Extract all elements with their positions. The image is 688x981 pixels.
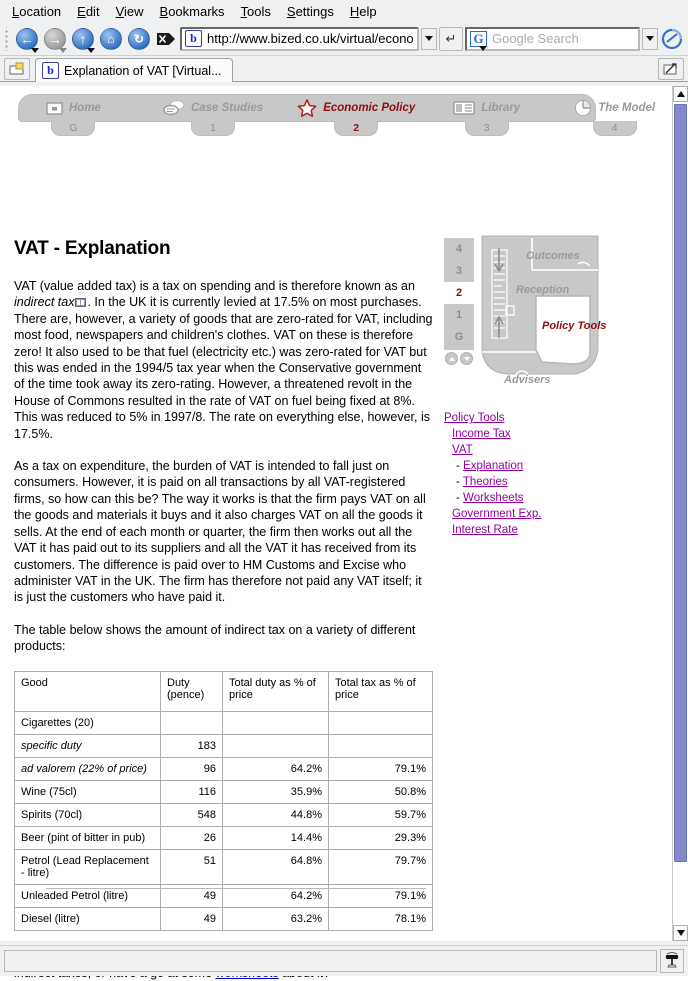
sitenav-num-the-model[interactable]: 4 [593,121,637,136]
cell-total-tax-pct: 79.1% [329,757,433,780]
paragraph-2: As a tax on expenditure, the burden of VAT is intended to fall just on consumers. However, it is paid on all transactions by all VAT-registered firms, so how can this be? The way it works is that the firm pays VAT on all the goods and materials it buys and it also charges VAT on all the goods it sells. At the end of each month or quarter, the firm then works out all the VAT it has paid out to its suppliers and all the VAT it has received from its customers. The difference is paid over to HM Customs and Excise who administer VAT in the UK. The firm has therefore not paid any VAT itself; it is just the customers who have paid it. [14,459,426,605]
toolbar-grip-handle[interactable] [4,27,10,51]
stop-icon [156,32,176,46]
sitenav-item-library[interactable] [447,94,526,134]
sitenav-num-library[interactable]: 3 [465,121,509,136]
url-bar[interactable] [180,27,419,51]
menu-bar [0,0,688,22]
paragraph-3: The table below shows the amount of indirect tax on a variety of different products: [14,622,416,654]
ssl-lock-icon [665,952,679,970]
table-row [15,803,433,826]
menu-item-view[interactable]: View [115,3,144,19]
tab-bar [0,56,688,82]
sitenav-item-case-studies[interactable] [157,94,269,134]
cell-duty: 49 [161,907,223,930]
tab-title: Explanation of VAT [Virtual... [64,63,222,78]
google-icon: G [470,31,487,47]
floor-button-3[interactable]: 3 [455,265,463,277]
sidebar-link-theories[interactable]: Theories [462,476,508,488]
browser-tab[interactable] [35,58,233,82]
cell-good: Petrol (Lead Replacement - litre) [15,849,161,884]
cell-total-tax-pct: 50.8% [329,780,433,803]
cell-total-tax-pct: 59.7% [329,803,433,826]
status-bar [0,945,688,976]
cell-duty [161,711,223,734]
forward-button[interactable] [42,26,68,52]
pie-chart-icon [574,99,592,117]
cell-duty: 183 [161,734,223,757]
table-body [15,671,433,930]
url-history-dropdown[interactable] [421,28,437,50]
page-viewport [0,86,688,941]
table-header-duty: Duty (pence) [161,671,223,711]
home-icon: ⌂ [100,28,122,50]
cell-good: Beer (pint of bitter in pub) [15,826,161,849]
sitenav-label-the-model: The Model [598,102,656,114]
cell-good: Spirits (70cl) [15,803,161,826]
forward-arrow-icon: → [44,28,66,50]
floor-nav-buttons [445,352,473,365]
table-row [15,711,433,734]
new-tab-icon [9,62,25,76]
scrollbar-track[interactable] [673,102,688,925]
table-header-row [15,671,433,711]
sitenav-item-the-model[interactable] [568,94,661,134]
cell-duty: 26 [161,826,223,849]
web-page [0,86,672,941]
up-arrow-icon: ↑ [72,28,94,50]
new-tab-button[interactable] [4,58,30,80]
forward-history-caret-icon[interactable] [59,48,67,53]
floor-button-4[interactable]: 4 [455,243,463,255]
table-row [15,849,433,884]
sidebar-link-worksheets[interactable]: Worksheets [463,492,524,504]
floor-button-2[interactable]: 2 [444,282,474,304]
cell-good: Unleaded Petrol (litre) [15,884,161,907]
table-row [15,780,433,803]
close-tab-icon [663,62,679,76]
stop-button[interactable] [154,27,178,51]
back-history-caret-icon[interactable] [31,48,39,53]
sitenav-item-economic-policy[interactable] [291,94,421,134]
cell-total-duty-pct: 44.8% [223,803,329,826]
bullet-dash: - [456,460,460,472]
tab-favicon-icon: b [42,62,59,79]
sidebar-link-row [444,458,644,474]
sidebar-link-interest-rate[interactable]: Interest Rate [452,524,518,536]
building-map [444,234,607,394]
cell-good: specific duty [15,734,161,757]
back-button[interactable] [14,26,40,52]
content-divider [46,888,426,889]
back-arrow-icon: ← [16,28,38,50]
floor-button-G[interactable]: G [454,331,464,343]
up-history-caret-icon[interactable] [87,48,95,53]
room-label-policy-tools[interactable]: Policy Tools [542,320,607,332]
sidebar-link-list [444,410,644,538]
cell-good: Cigarettes (20) [15,711,161,734]
floor-selector [444,238,474,350]
cell-duty: 51 [161,849,223,884]
floor-down-icon [464,357,470,361]
speech-bubbles-icon [163,100,185,116]
cell-total-tax-pct: 29.3% [329,826,433,849]
indirect-tax-table [14,671,433,931]
floor-up-button[interactable] [445,352,458,365]
cell-duty: 548 [161,803,223,826]
menu-item-edit[interactable]: Edit [77,3,100,19]
scroll-down-button[interactable] [673,925,688,941]
triangle-up-icon [677,91,685,97]
cell-duty: 96 [161,757,223,780]
scroll-up-button[interactable] [673,86,688,102]
cell-total-duty-pct: 35.9% [223,780,329,803]
sidebar-link-row [444,506,644,522]
cell-total-tax-pct [329,734,433,757]
floor-down-button[interactable] [460,352,473,365]
menu-item-tools[interactable]: Tools [240,3,271,19]
sidebar-link-explanation[interactable]: Explanation [463,460,524,472]
sidebar-link-row [444,522,644,538]
cell-total-duty-pct: 14.4% [223,826,329,849]
site-nav-items [18,94,656,134]
menu-label-location: ocation [19,3,62,19]
chevron-down-icon [646,36,654,41]
cell-good: ad valorem (22% of price) [15,757,161,780]
url-input[interactable] [205,30,415,47]
table-header-total-duty-pct: Total duty as % of price [223,671,329,711]
site-favicon-icon: b [185,30,202,47]
menu-item-settings[interactable]: Settings [286,3,334,19]
sidebar-link-row [444,426,644,442]
bullet-dash: - [456,476,460,488]
star-icon [297,99,317,117]
sitenav-num-home[interactable]: G [51,121,95,136]
book-icon [453,101,475,115]
indirect-tax-term: indirect tax [14,295,75,310]
sidebar-link-government-exp[interactable]: Government Exp. [452,508,542,520]
site-navigation [18,94,656,134]
floor-plan [480,234,607,389]
konqueror-logo-button[interactable] [660,27,684,51]
table-header-total-tax-pct: Total tax as % of price [329,671,433,711]
paragraph-1-part-a: VAT (value added tax) is a tax on spending and is therefore known as an [14,279,415,293]
menu-item-bookmarks[interactable]: Bookmarks [159,3,225,19]
sitenav-num-case-studies[interactable]: 1 [191,121,235,136]
cell-total-tax-pct: 78.1% [329,907,433,930]
bullet-dash: - [456,492,460,504]
sitenav-label-economic-policy: Economic Policy [323,102,416,114]
table-row [15,907,433,930]
cell-duty: 49 [161,884,223,907]
triangle-down-icon [677,930,685,936]
sitenav-label-library: Library [481,102,521,114]
floor-up-icon [449,357,455,361]
cell-total-tax-pct: 79.7% [329,849,433,884]
sitenav-item-home[interactable] [40,94,107,134]
glossary-icon[interactable] [75,298,86,307]
room-label-outcomes[interactable]: Outcomes [526,250,580,262]
home-button[interactable] [98,26,124,52]
chevron-down-icon [425,36,433,41]
cell-total-duty-pct: 63.2% [223,907,329,930]
menu-item-help[interactable]: Help [349,3,377,19]
cell-total-duty-pct [223,734,329,757]
sidebar-link-row [444,474,644,490]
cell-total-tax-pct [329,711,433,734]
cell-total-duty-pct: 64.8% [223,849,329,884]
page-title: VAT - Explanation [14,238,171,259]
sidebar-link-row [444,410,644,426]
cell-total-tax-pct: 79.1% [329,884,433,907]
cell-total-duty-pct: 64.2% [223,757,329,780]
table-row [15,757,433,780]
cell-duty: 116 [161,780,223,803]
cell-total-duty-pct [223,711,329,734]
sidebar-link-policy-tools[interactable]: Policy Tools [444,412,505,424]
go-button[interactable] [439,27,463,51]
close-tab-button[interactable] [658,58,684,80]
menu-item-location[interactable]: Location [12,3,62,19]
reload-button[interactable] [126,26,152,52]
cell-total-duty-pct: 64.2% [223,884,329,907]
table-header-good: Good [15,671,161,711]
briefcase-icon [46,101,63,116]
sidebar-link-income-tax[interactable]: Income Tax [452,428,511,440]
search-bar[interactable] [465,27,640,51]
reload-icon: ↻ [128,28,150,50]
sidebar-link-vat[interactable]: VAT [452,444,473,456]
sidebar [444,234,644,538]
up-button[interactable] [70,26,96,52]
vertical-scrollbar[interactable] [672,86,688,941]
sitenav-num-economic-policy[interactable]: 2 [334,121,378,136]
konqueror-icon [661,28,683,50]
status-message [4,950,657,972]
floor-button-1[interactable]: 1 [455,309,463,321]
sidebar-link-row [444,490,644,506]
search-input[interactable] [490,30,637,47]
sidebar-link-row [444,442,644,458]
table-row [15,826,433,849]
paragraph-1-part-b: . In the UK it is currently levied at 17.5% on most purchases. There are, however, a variety of goods that are zero-rated for VAT, including most food, newspapers and children's clothes. VAT on these is therefore zero! It also used to be that fuel (electricity etc.) was zero-rated for VAT but this was ended in the 1994/5 tax year when the Conservative government of the time took away its zero-rating. However, a threatened revolt in the House of Commons resulted in the rate of VAT on fuel being fixed at 8%. This was reduced to 5% in 1997/8. The rate on everything else, however, is 17.5%. [14,295,433,441]
sitenav-label-case-studies: Case Studies [190,102,264,114]
sitenav-label-home: Home [69,102,101,114]
cell-good: Wine (75cl) [15,780,161,803]
scrollbar-thumb[interactable] [674,104,687,862]
ssl-status-button[interactable] [660,949,684,973]
table-row [15,734,433,757]
cell-good: Diesel (litre) [15,907,161,930]
room-label-advisers[interactable]: Advisers [504,374,551,386]
go-icon: ↵ [445,30,457,46]
paragraph-1 [14,278,434,442]
search-engine-dropdown[interactable] [642,28,658,50]
room-label-reception[interactable]: Reception [516,284,570,296]
main-toolbar [0,22,688,56]
article-content [14,238,434,981]
